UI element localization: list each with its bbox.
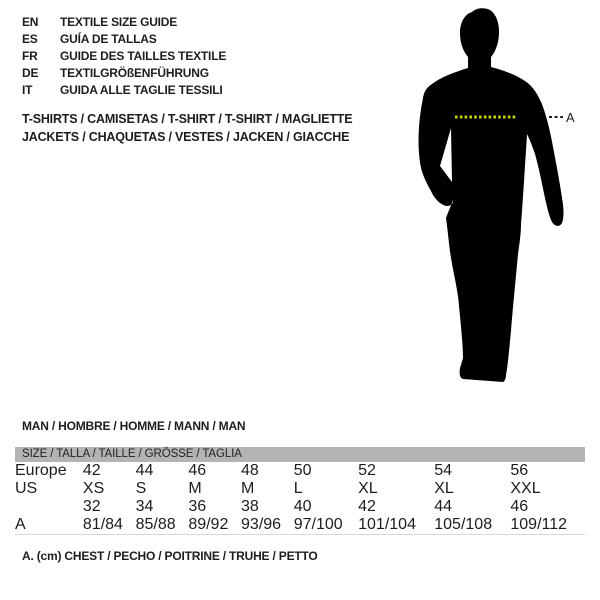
language-row-en — [22, 14, 226, 31]
table-row — [15, 498, 585, 516]
section-title-man: MAN / HOMBRE / HOMME / MANN / MAN — [22, 419, 246, 433]
row-label: A — [15, 516, 26, 533]
size-cell: 89/92 — [188, 516, 229, 533]
table-row — [15, 480, 585, 498]
table-row — [15, 516, 585, 535]
man-silhouette-svg — [413, 6, 581, 391]
size-cell: XS — [82, 480, 105, 497]
language-code: FR — [22, 49, 38, 63]
size-cell: 50 — [293, 462, 312, 479]
language-label: TEXTILE SIZE GUIDE — [60, 15, 178, 29]
size-cell: M — [241, 480, 255, 497]
size-cell: XL — [358, 480, 378, 497]
size-cell: 93/96 — [241, 516, 282, 533]
size-cell: 44 — [434, 498, 453, 515]
size-cell: M — [188, 480, 202, 497]
size-cell: 40 — [293, 498, 312, 515]
size-cell: 52 — [358, 462, 376, 479]
size-cell: 42 — [358, 498, 376, 515]
size-table-body — [15, 462, 585, 535]
language-code: IT — [22, 83, 33, 97]
man-silhouette-shape — [419, 8, 564, 382]
row-label: Europe — [15, 462, 67, 479]
language-label: TEXTILGRÖßENFÜHRUNG — [60, 66, 209, 80]
size-table — [15, 462, 585, 535]
table-row — [15, 462, 585, 480]
category-list — [22, 110, 352, 146]
language-code: EN — [22, 15, 39, 29]
language-row-it — [22, 82, 226, 99]
size-cell: S — [135, 480, 147, 497]
language-row-es — [22, 31, 226, 48]
size-cell: 44 — [135, 462, 154, 479]
size-cell: L — [293, 480, 303, 497]
size-cell: 56 — [510, 462, 529, 479]
size-cell: 46 — [188, 462, 207, 479]
size-table-header: SIZE / TALLA / TAILLE / GRÖSSE / TAGLIA — [15, 447, 585, 462]
language-label: GUÍA DE TALLAS — [60, 32, 157, 46]
size-cell: 32 — [82, 498, 101, 515]
size-cell: 101/104 — [358, 516, 416, 533]
size-cell: 109/112 — [510, 516, 568, 533]
size-cell: 42 — [82, 462, 101, 479]
language-row-fr — [22, 48, 226, 65]
size-cell: XL — [434, 480, 454, 497]
category-tshirts: T-SHIRTS / CAMISETAS / T-SHIRT / T-SHIRT / MAGLIETTE — [22, 112, 353, 126]
marker-a-label: A — [566, 110, 575, 125]
size-cell: 38 — [241, 498, 259, 515]
size-cell: 36 — [188, 498, 207, 515]
size-cell: 54 — [434, 462, 453, 479]
language-code: DE — [22, 66, 39, 80]
size-cell: 46 — [510, 498, 529, 515]
row-label — [15, 498, 83, 516]
language-code: ES — [22, 32, 38, 46]
size-cell: 97/100 — [293, 516, 343, 533]
size-cell: 48 — [241, 462, 259, 479]
language-row-de — [22, 65, 226, 82]
man-silhouette-figure — [413, 6, 581, 391]
row-label: US — [15, 480, 38, 497]
size-cell: 34 — [135, 498, 154, 515]
category-jackets: JACKETS / CHAQUETAS / VESTES / JACKEN / GIACCHE — [22, 130, 350, 144]
measurement-footnote: A. (cm) CHEST / PECHO / POITRINE / TRUHE / PETTO — [22, 549, 318, 563]
size-cell: 85/88 — [135, 516, 176, 533]
language-list — [22, 14, 226, 99]
size-cell: 105/108 — [434, 516, 493, 533]
size-cell: XXL — [510, 480, 541, 497]
language-label: GUIDE DES TAILLES TEXTILE — [60, 49, 227, 63]
language-label: GUIDA ALLE TAGLIE TESSILI — [60, 83, 223, 97]
size-cell: 81/84 — [82, 516, 123, 533]
